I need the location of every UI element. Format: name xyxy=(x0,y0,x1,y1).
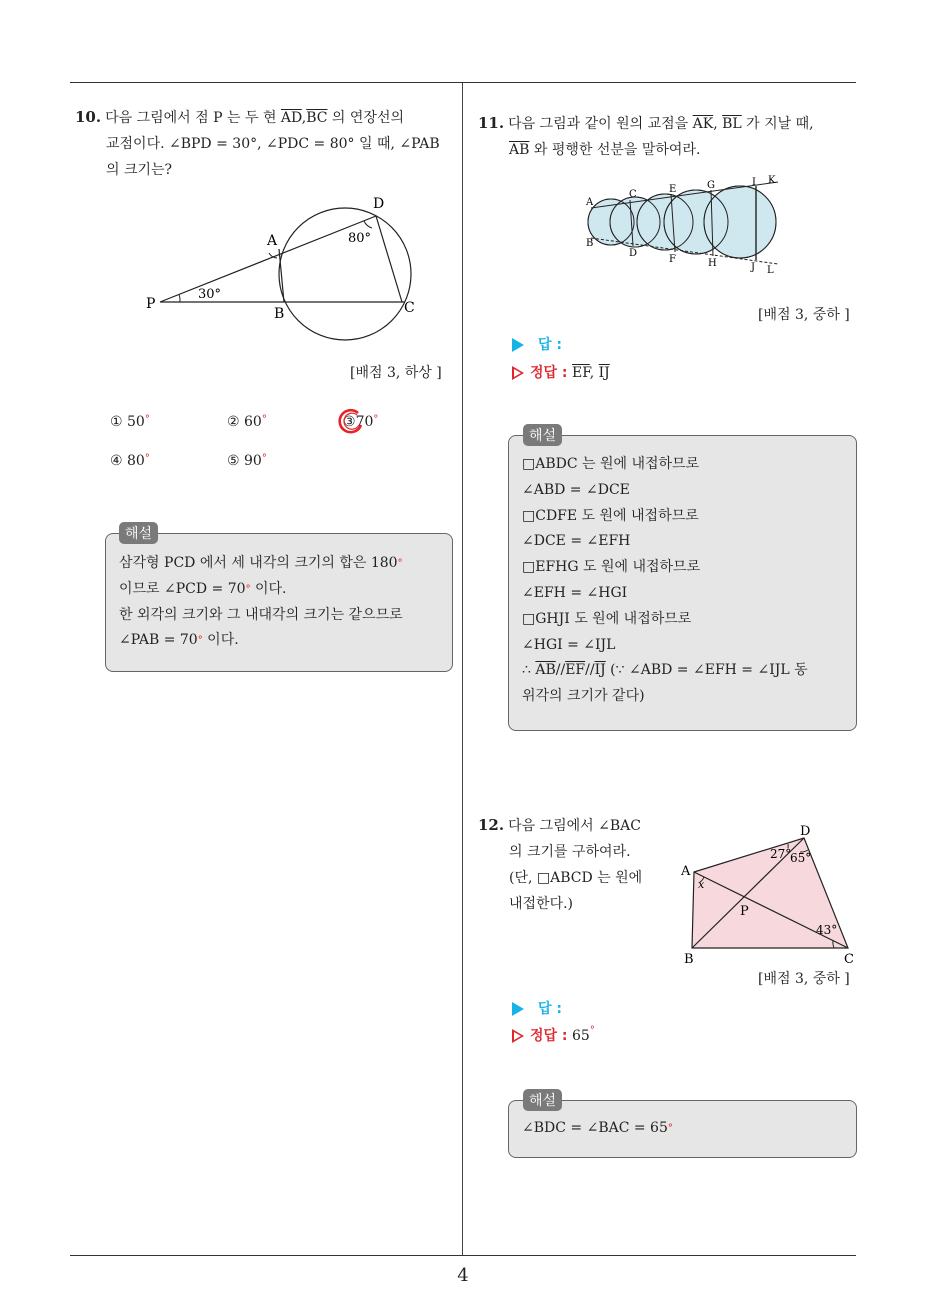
svg-text:A: A xyxy=(681,864,691,879)
angle-80-label: 80° xyxy=(348,231,372,246)
question-12-text: 12. 다음 그림에서 ∠BAC 의 크기를 구하여라. (단, □ABCD 는 원에 내접한다.) xyxy=(478,816,643,912)
point-p-label: P xyxy=(146,296,156,312)
svg-text:43°: 43° xyxy=(816,923,838,937)
svg-text:D: D xyxy=(629,248,638,259)
cyclic-quadrilateral-figure xyxy=(678,820,858,968)
answer-line-q11: 답 : xyxy=(512,334,562,354)
svg-text:27°: 27° xyxy=(770,847,792,861)
answer-line-q12: 답 : xyxy=(512,998,562,1018)
explanation-body-q10: 삼각형 PCD 에서 세 내각의 크기의 합은 180° 이므로 ∠PCD = 70° 이다. 한 외각의 크기와 그 내대각의 크기는 같으므로 ∠PAB = 70° 이다. xyxy=(119,555,403,649)
svg-text:D: D xyxy=(800,824,811,839)
correct-arrow-icon xyxy=(512,366,524,380)
chain-of-circles-figure xyxy=(583,172,783,277)
page-number: 4 xyxy=(457,1265,469,1286)
score-q11: [배점 3, 중하 ] xyxy=(758,307,850,323)
svg-text:G: G xyxy=(707,180,715,191)
choice-3[interactable]: ③70° xyxy=(343,414,379,430)
explanation-tag: 해설 xyxy=(119,522,158,544)
question-10-text: 10. 다음 그림에서 점 P 는 두 현 $\overline{AD},\overline{BC}$ 의 연장선의 교점이다. ∠BPD = 30°, ∠PDC = 80° 일 때, ∠PAB 의 크기는? xyxy=(75,108,440,178)
svg-text:A: A xyxy=(586,197,594,208)
point-a-label: A xyxy=(267,233,278,249)
svg-text:65°: 65° xyxy=(790,851,812,865)
svg-text:C: C xyxy=(844,952,854,967)
explanation-body-q12: ∠BDC = ∠BAC = 65° xyxy=(522,1120,673,1136)
top-rule xyxy=(70,82,856,83)
choice-5[interactable]: ⑤ 90° xyxy=(227,453,267,469)
correct-arrow-icon xyxy=(512,1029,524,1043)
column-divider xyxy=(462,83,463,1255)
correct-answer-circle-mark xyxy=(335,407,365,437)
svg-text:J: J xyxy=(751,262,756,273)
angle-30-label: 30° xyxy=(198,287,222,302)
score-q10: [배점 3, 하상 ] xyxy=(350,365,442,381)
explanation-body-q11: □ABDC 는 원에 내접하므로 ∠ABD = ∠DCE □CDFE 도 원에 내접하므로 ∠DCE = ∠EFH □EFHG 도 원에 내접하므로 ∠EFH = ∠HGI □GHJI 도 원에 내접하므로 ∠HGI = ∠IJL ∴ $\overline{AB}//\overline{EF}//\overline{IJ}$ (∵ ∠ABD = ∠EFH = ∠IJL 동 위각의 크기가 같다) xyxy=(522,456,808,705)
explanation-tag: 해설 xyxy=(523,424,562,446)
circle-secant-figure xyxy=(140,192,430,352)
svg-text:B: B xyxy=(684,952,694,967)
correct-answer-line-q11: 정답 : $\overline{EF}$, $\overline{IJ}$ xyxy=(512,362,610,382)
svg-text:K: K xyxy=(768,175,776,186)
explanation-tag: 해설 xyxy=(523,1089,562,1111)
bottom-rule xyxy=(70,1255,856,1256)
svg-text:H: H xyxy=(708,258,717,269)
question-number: 11. xyxy=(478,114,505,132)
choice-2[interactable]: ② 60° xyxy=(227,414,267,430)
answer-arrow-icon xyxy=(512,1002,524,1016)
answer-arrow-icon xyxy=(512,338,524,352)
question-number: 12. xyxy=(478,816,505,834)
svg-text:B: B xyxy=(586,238,594,249)
choice-1[interactable]: ① 50° xyxy=(110,414,150,430)
point-c-label: C xyxy=(404,300,415,316)
point-b-label: B xyxy=(274,306,285,322)
score-q12: [배점 3, 중하 ] xyxy=(758,971,850,987)
svg-text:I: I xyxy=(752,177,756,188)
svg-text:E: E xyxy=(669,184,677,195)
svg-text:F: F xyxy=(669,254,676,265)
choice-4[interactable]: ④ 80° xyxy=(110,453,150,469)
question-number: 10. xyxy=(75,108,102,126)
svg-text:C: C xyxy=(629,189,637,200)
svg-text:x: x xyxy=(698,878,705,891)
point-d-label: D xyxy=(373,196,385,212)
svg-text:L: L xyxy=(767,265,774,276)
correct-answer-line-q12: 정답 : 65° xyxy=(512,1025,595,1045)
question-11-text: 11. 다음 그림과 같이 원의 교점을 $\overline{AK}$, $\overline{BL}$ 가 지날 때, $\overline{AB}$ 와 평행한 선분을 말하여라. xyxy=(478,114,814,158)
svg-text:P: P xyxy=(740,904,749,919)
